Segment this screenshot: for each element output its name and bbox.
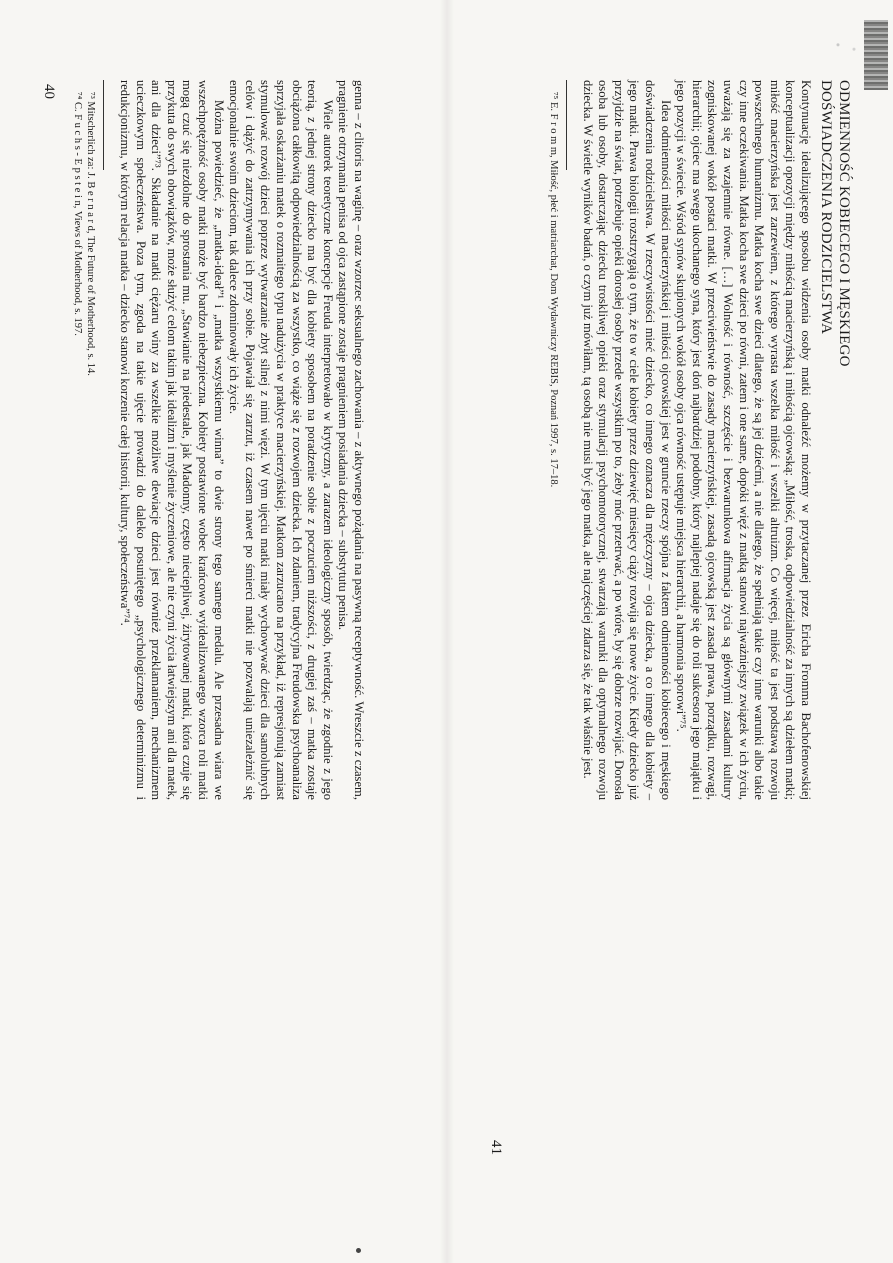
section-heading: [817, 80, 853, 800]
section-heading-line-1: ODMIENNOŚĆ KOBIECEGO I MĘSKIEGO: [836, 80, 852, 367]
right-page: [447, 0, 893, 1263]
page-number-right: 41: [488, 1140, 504, 1155]
right-paragraph-quote: Kontynuację idealizującego sposobu widzenia osoby matki odnaleźć możemy w przytaczanej przez Ericha Fromma Bachofenowskiej konceptualizacji opozycji między miłością macierzyńską i miłością ojcowską: „Miłość, troska, odpowiedzialność za innych są dziełem matki; miłość macierzyńska jest zarzewiem, z którego wyrasta wszelka miłość i wszelki altruizm. Co więcej, miłość ta jest podstawą rozwoju powszechnego humanizmu. Matka kocha swe dzieci dlatego, że są jej dziećmi, a nie dlatego, że spełniają takie czy inne warunki albo takie czy inne oczekiwania. Matka kocha swe dzieci po równi, zatem i one same, dopóki więź z matką stanowi najważniejszy związek w ich życiu, uważają się za wzajemnie równe. […] Wolność i równość, szczęście i bezwarunkowa afirmacja życia są głównymi zasadami kultury zogniskowanej wokół postaci matki. W przeciwieństwie do zasady macierzyńskiej, zasadą ojcowską jest zasada prawa, porządku, rozwagi, hierarchii; ojciec ma swego ukochanego syna, który jest doń najbardziej podobny, który najlepiej nadaje się do roli sukcesora jego majątku i jego pozycji w świecie. Wśród synów skupionych wokół osoby ojca równość ustępuje miejsca hierarchii, a harmonia sporowi”⁷⁵.: [674, 80, 813, 800]
page-number-left: 40: [41, 84, 57, 99]
left-page-text: [71, 80, 367, 800]
footnote-rule: [104, 80, 105, 170]
left-paragraph-2: Wiele autorek teoretyczne koncepcje Freuda interpretowało w krytyczny, a zarazem ideologiczny sposób, twierdząc, że zgodnie z jego teorią, z jednej strony dziecko ma być dla kobiety sposobem na poradzenie sobie z poczuciem niższości, z drugiej zaś – matka zostaje obciążona całkowitą odpowiedzialnością za wszystko, co wiąże się z rozwojem dziecka. Ich zdaniem, tradycyjna Freudowska psychoanaliza sprzyjała oskarżaniu matek o rozmaitego typu nadużycia w praktyce macierzyńskiej. Matkom zarzucano na przykład, iż represjonują zamiast stymulować rozwój dzieci poprzez wytwarzanie zbyt silnej z nimi więzi. W tym ujęciu matki miały wychowywać dzieci dla samolubnych celów i dążyć do zatrzymywania ich przy sobie. Pojawiał się zarzut, iż czasem nawet po śmierci matki nie pozwalają uniezależnić się emocjonalnie swoim dzieciom, tak dalece zdominowały ich życie.: [227, 80, 335, 800]
left-paragraph-3: Można powiedzieć, że „matka-ideał”¹ i „matka wszystkiemu winna” to dwie strony tego samego medalu. Ale przesadna wiara we wszechpotężność osoby matki może być bardzo niebezpieczna. Kobiety postawione wobec krańcowo wyidealizowanego wzorca roli matki mogą czuć się niezdolne do sprostania mu. „Stawianie na piedestale, jak Madonny, często nieciepliwej, żirytowanej matki, która czuje się przykuta do swych obowiązków, może służyć celom takim jak idealizm i myślenie życzeniowe, ale nie czyni życia łatwiejszym ani dla matek, ani dla dzieci”⁷³. Składanie na matki ciężaru winy za wszelkie możliwe dewiacje dzieci jest również przeklamaniem, mechanizmem ucieczkowym społeczeństwa. Poza tym, zgoda na takie ujęcie prowadzi do daleko posuniętego „psychologicznego determinizmu i redukcjonizmu, w którym relacja matka – dziecko stanowi korzenie całej historii, kultury, społeczeństwa”⁷⁴.: [118, 80, 226, 800]
footnote-74: ⁷⁴ C. F u c h s - E p s t e i n, Views of Motherhood, s. 197.: [72, 92, 83, 336]
footnote-rule: [566, 80, 567, 170]
left-paragraph-1: genna – z clitoris na waginę – oraz wzorzec seksualnego zachowania – z aktywnego pożądania na pasywną receptywność. Wreszcie z czasem, pragnienie otrzymania penisa od ojca zastąpione zostaje pragnieniem posiadania dziecka – substytutu penisa.: [336, 80, 366, 800]
footnote-73: ⁷³ Mitscherlich za: J. B e r n a r d, The Future of Motherhood, s. 14.: [85, 92, 97, 376]
scan-noise: [826, 36, 866, 58]
footnote-75: ⁷⁵ E. F r o m m, Miłość, płeć i matriarchat, Dom Wydawniczy REBIS, Poznań 1997, s. 17–18.: [548, 92, 560, 488]
stray-mark: [356, 1248, 361, 1253]
right-paragraph-body: Idea odmienności miłości macierzyńskiej i miłości ojcowskiej jest w gruncie rzeczy spójna z faktem odmienności kobiecego i męskiego doświadczenia rodzicielstwa. W rzeczywistości mieć dziecko, co innego oznacza dla mężczyzny – ojca dziecka, a co innego dla kobiety – jego matki. Prawa biologii rozstrzygają o tym, że to w ciele kobiety przez dziewięć miesięcy ciąży rozwija się nowe życie. Kiedy dziecko już przyjdzie na świat, potrzebuje opieki dorosłej osoby przede wszystkim po to, żeby móc przetrwać, a po wtóre, by się dobrze rozwijać. Dorosła osoba lub osoby, dostarczając dziecku troskliwej opieki oraz stymulacji psychomotorycznej, stwarzają warunki dla optymalnego rozwoju dziecka. W świetle wyników badań, o czym już mówiłam, tą osobą nie musi być jego matka, ale najczęściej zdarza się, że tak właśnie jest.: [580, 80, 673, 800]
left-page: [0, 0, 446, 1263]
book-gutter: [440, 0, 454, 1263]
section-heading-line-2: DOŚWIADCZENIA RODZICIELSTWA: [818, 80, 834, 335]
scan-edge-mark: [864, 20, 888, 90]
right-page-text: [547, 80, 853, 800]
